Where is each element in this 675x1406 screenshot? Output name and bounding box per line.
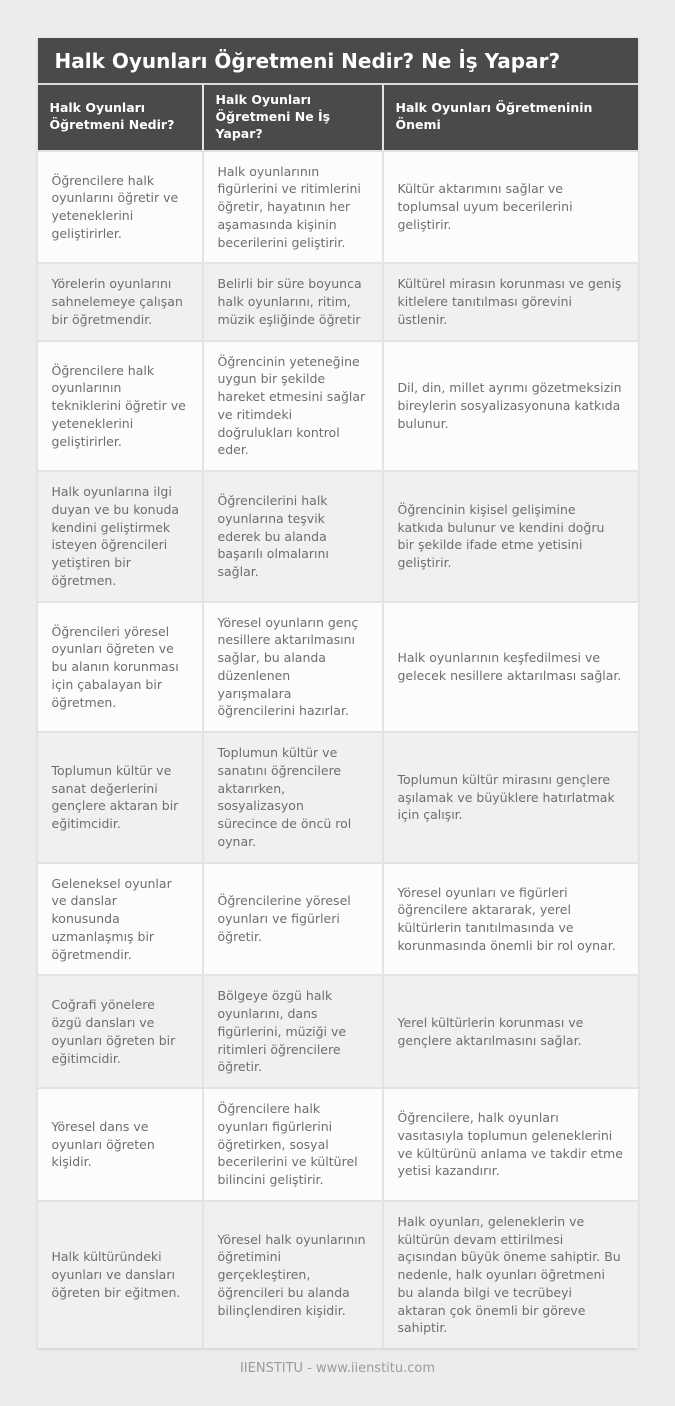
table-row: [38, 602, 638, 733]
info-table: [38, 85, 638, 1348]
table-row: [38, 732, 638, 863]
table-cell: Öğrencinin yeteneğine uygun bir şekilde hareket etmesini sağlar ve ritimdeki doğrulukları kontrol eder.: [203, 341, 383, 472]
table-card: [38, 38, 638, 1348]
table-row: [38, 1088, 638, 1201]
table-row: [38, 471, 638, 602]
column-header-row: [38, 85, 638, 151]
table-cell: Öğrencilere halk oyunları figürlerini öğretirken, sosyal becerilerini ve kültürel bilincini geliştirir.: [203, 1088, 383, 1201]
table-cell: Halk kültüründeki oyunları ve dansları öğreten bir eğitmen.: [38, 1201, 203, 1348]
footer-credit: IIENSTITU - www.iienstitu.com: [239, 1361, 436, 1377]
table-cell: Kültür aktarımını sağlar ve toplumsal uyum becerilerini geliştirir.: [383, 151, 638, 264]
table-cell: Yerel kültürlerin korunması ve gençlere aktarılmasını sağlar.: [383, 975, 638, 1088]
table-row: [38, 341, 638, 472]
table-cell: Öğrencinin kişisel gelişimine katkıda bulunur ve kendini doğru bir şekilde ifade etme yetisini geliştirir.: [383, 471, 638, 602]
table-row: [38, 1201, 638, 1348]
table-cell: Yöresel oyunların genç nesillere aktarılmasını sağlar, bu alanda düzenlenen yarışmalara öğrencilerini hazırlar.: [203, 602, 383, 733]
table-cell: Coğrafi yönelere özgü dansları ve oyunları öğreten bir eğitimcidir.: [38, 975, 203, 1088]
table-cell: Bölgeye özgü halk oyunlarını, dans figürlerini, müziği ve ritimleri öğrencilere öğretir.: [203, 975, 383, 1088]
table-cell: Öğrencilerine yöresel oyunları ve figürleri öğretir.: [203, 863, 383, 976]
table-cell: Kültürel mirasın korunması ve geniş kitlelere tanıtılması görevini üstlenir.: [383, 263, 638, 340]
table-cell: Yöresel oyunları ve figürleri öğrencilere aktararak, yerel kültürlerin tanıtılmasında ve korunmasında önemli bir rol oynar.: [383, 863, 638, 976]
table-cell: Halk oyunlarına ilgi duyan ve bu konuda kendini geliştirmek isteyen öğrencileri yetiştiren bir öğretmen.: [38, 471, 203, 602]
table-row: [38, 975, 638, 1088]
table-cell: Halk oyunlarının figürlerini ve ritimlerini öğretir, hayatının her aşamasında kişinin becerilerini geliştirir.: [203, 151, 383, 264]
column-header-nedir: Halk Oyunları Öğretmeni Nedir?: [38, 85, 203, 151]
column-header-ne-is-yapar: Halk Oyunları Öğretmeni Ne İş Yapar?: [203, 85, 383, 151]
table-row: [38, 863, 638, 976]
table-cell: Dil, din, millet ayrımı gözetmeksizin bireylerin sosyalizasyonuna katkıda bulunur.: [383, 341, 638, 472]
table-cell: Yöresel dans ve oyunları öğreten kişidir.: [38, 1088, 203, 1201]
table-cell: Öğrencilerini halk oyunlarına teşvik ederek bu alanda başarılı olmalarını sağlar.: [203, 471, 383, 602]
table-cell: Öğrencilere, halk oyunları vasıtasıyla toplumun geleneklerini ve kültürünü anlama ve takdir etme yetisi kazandırır.: [383, 1088, 638, 1201]
table-cell: Halk oyunları, geleneklerin ve kültürün devam ettirilmesi açısından büyük öneme sahiptir. Bu nedenle, halk oyunları öğretmeni bu alanda bilgi ve tecrübeyi aktaran çok önemli bir göreve sahiptir.: [383, 1201, 638, 1348]
page-title: Halk Oyunları Öğretmeni Nedir? Ne İş Yapar?: [38, 38, 638, 85]
table-cell: Öğrencileri yöresel oyunları öğreten ve bu alanın korunması için çabalayan bir öğretmen.: [38, 602, 203, 733]
table-row: [38, 263, 638, 340]
table-cell: Toplumun kültür ve sanat değerlerini gençlere aktaran bir eğitimcidir.: [38, 732, 203, 863]
table-cell: Toplumun kültür ve sanatını öğrencilere aktarırken, sosyalizasyon sürecince de öncü rol oynar.: [203, 732, 383, 863]
table-cell: Halk oyunlarının keşfedilmesi ve gelecek nesillere aktarılması sağlar.: [383, 602, 638, 733]
table-cell: Yörelerin oyunlarını sahnelemeye çalışan bir öğretmendir.: [38, 263, 203, 340]
table-row: [38, 151, 638, 264]
table-cell: Belirli bir süre boyunca halk oyunlarını, ritim, müzik eşliğinde öğretir: [203, 263, 383, 340]
table-cell: Öğrencilere halk oyunlarını öğretir ve yeteneklerini geliştirirler.: [38, 151, 203, 264]
table-cell: Yöresel halk oyunlarının öğretimini gerçekleştiren, öğrencileri bu alanda bilinçlendiren kişidir.: [203, 1201, 383, 1348]
table-cell: Toplumun kültür mirasını gençlere aşılamak ve büyüklere hatırlatmak için çalışır.: [383, 732, 638, 863]
table-cell: Geleneksel oyunlar ve danslar konusunda uzmanlaşmış bir öğretmendir.: [38, 863, 203, 976]
column-header-onemi: Halk Oyunları Öğretmeninin Önemi: [383, 85, 638, 151]
table-cell: Öğrencilere halk oyunlarının tekniklerini öğretir ve yeteneklerini geliştirirler.: [38, 341, 203, 472]
